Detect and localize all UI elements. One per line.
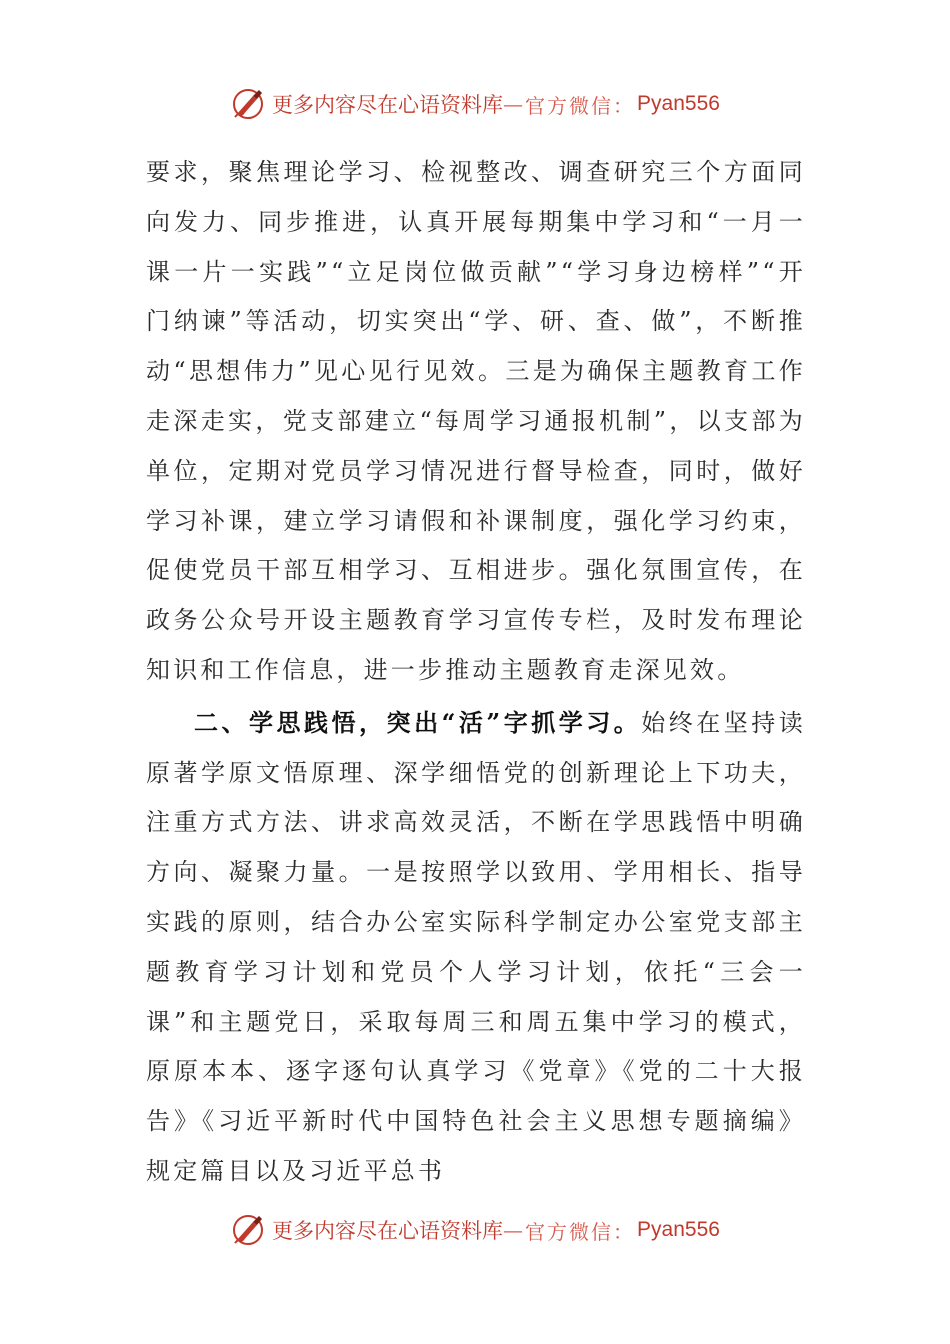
banner-dash: —: [503, 1218, 526, 1242]
pen-logo-icon: [230, 86, 266, 122]
banner-wechat-label: 官方微信：: [525, 93, 636, 118]
banner-wechat-id: Pyan556: [637, 92, 720, 115]
banner-wechat-id: Pyan556: [637, 1218, 720, 1241]
header-watermark-banner: [0, 84, 950, 124]
banner-lead-text: 更多内容尽在心语资料库: [272, 1219, 504, 1243]
paragraph-2: [146, 698, 806, 1197]
section-heading: 二、学思践悟，突出“活”字抓学习。: [194, 707, 642, 737]
banner-dash: —: [503, 92, 526, 116]
banner-lead-text: 更多内容尽在心语资料库: [272, 93, 504, 117]
pen-logo-icon: [230, 1212, 266, 1248]
document-body: [146, 148, 806, 1197]
paragraph-2-text: 始终在坚持读原著学原文悟原理、深学细悟党的创新理论上下功夫，注重方式方法、讲求高效灵活，不断在学思践悟中明确方向、凝聚力量。一是按照学以致用、学用相长、指导实践的原则，结合办公室实际科学制定办公室党支部主题教育学习计划和党员个人学习计划，依托“三会一课”和主题党日，采取每周三和周五集中学习的模式，原原本本、逐字逐句认真学习《党章》《党的二十大报告》《习近平新时代中国特色社会主义思想专题摘编》规定篇目以及习近平总书: [146, 708, 806, 1185]
banner-wechat-label: 官方微信：: [525, 1219, 636, 1244]
paragraph-1: 要求，聚焦理论学习、检视整改、调查研究三个方面同向发力、同步推进，认真开展每期集中学习和“一月一课一片一实践”“立足岗位做贡献”“学习身边榜样”“开门纳谏”等活动，切实突出“学、研、查、做”，不断推动“思想伟力”见心见行见效。三是为确保主题教育工作走深走实，党支部建立“每周学习通报机制”，以支部为单位，定期对党员学习情况进行督导检查，同时，做好学习补课，建立学习请假和补课制度，强化学习约束，促使党员干部互相学习、互相进步。强化氛围宣传，在政务公众号开设主题教育学习宣传专栏，及时发布理论知识和工作信息，进一步推动主题教育走深见效。: [146, 158, 806, 684]
footer-watermark-banner: [0, 1210, 950, 1250]
